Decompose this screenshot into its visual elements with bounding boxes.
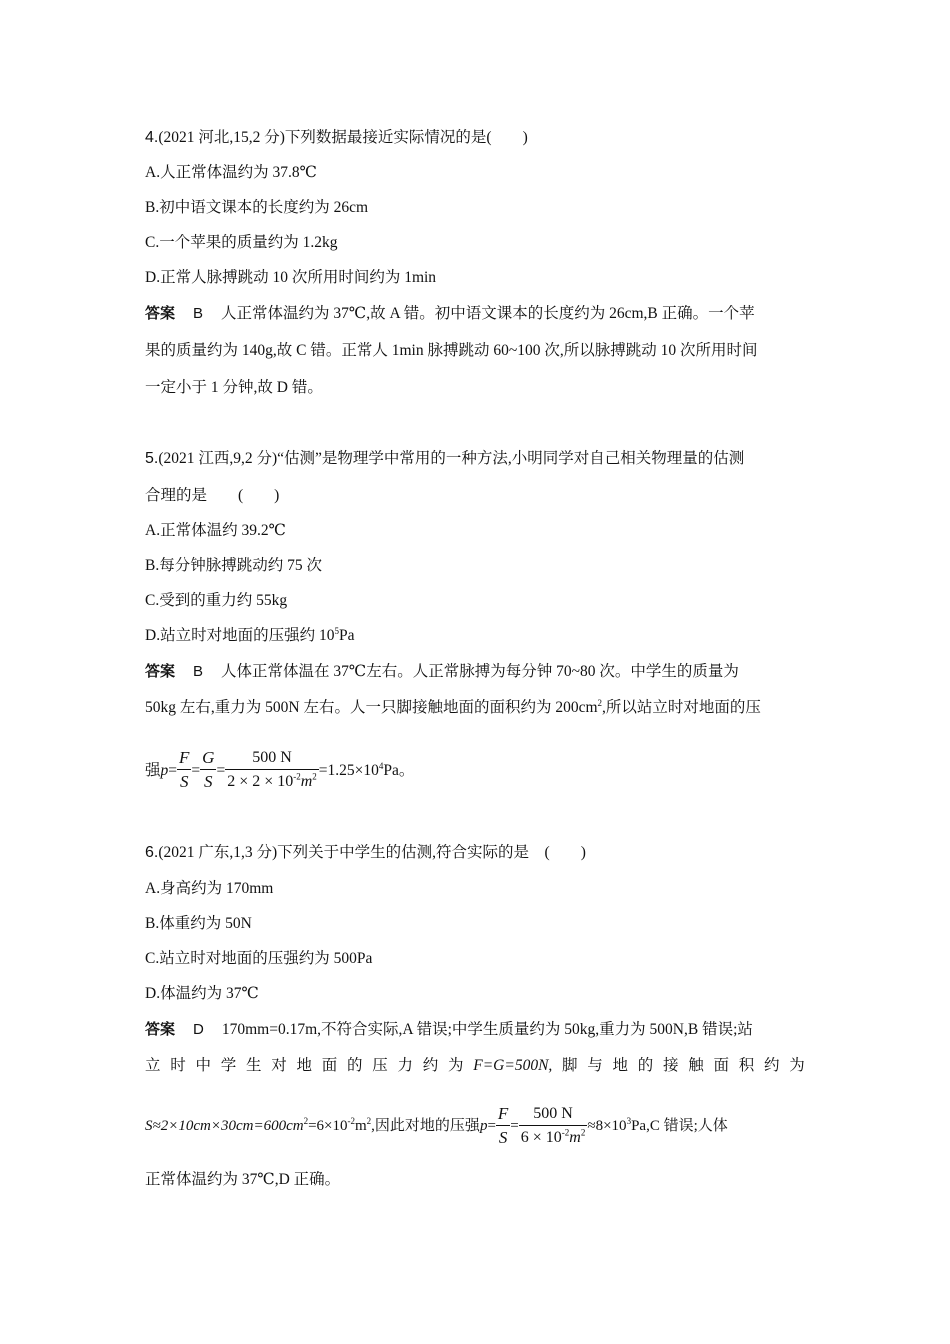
q6-line2-char: 为 (448, 1057, 464, 1074)
q6-answer-line3 (145, 1104, 728, 1149)
q5-frac1-num: F (177, 748, 191, 770)
q5-formula-result-exp: 4 (378, 760, 384, 771)
q6-frac1-den: S (498, 1127, 508, 1147)
q6-frac2-num (519, 1104, 588, 1126)
q5-answer-letter: B (193, 663, 204, 680)
q6-answer-text1: 170mm=0.17m,不符合实际,A 错误;中学生质量约为 50kg,重力为 500N,B 错误;站 (221, 1021, 753, 1038)
q5-answer-label: 答案 (145, 662, 176, 680)
q6-line3-p: p (479, 1118, 488, 1134)
q6-line2-char: 的 (347, 1057, 363, 1074)
q5-frac3-den-exp: -2 (293, 772, 301, 783)
q6-line3-a: S≈2×10cm×30cm=600cm (145, 1118, 304, 1134)
q6-stem-text: (2021 广东,1,3 分)下列关于中学生的估测,符合实际的是 ( ) (158, 844, 586, 861)
q6-line3-exp3: 2 (366, 1116, 372, 1126)
q6-answer-label: 答案 (145, 1020, 176, 1038)
q6-option-b: B.体重约为 50N (145, 915, 252, 932)
q4-answer-line3: 一定小于 1 分钟,故 D 错。 (145, 379, 323, 396)
q6-line3-exp2: -2 (347, 1116, 355, 1126)
q6-frac2-num-text: 500 N (533, 1104, 573, 1122)
q5-answer-text2a: 50kg 左右,重力为 500N 左右。人一只脚接触地面的面积约为 200cm (145, 699, 598, 716)
q5-answer-line1 (145, 661, 739, 682)
q4-option-c: C.一个苹果的质量约为 1.2kg (145, 234, 338, 251)
q6-line2-char: 地 (612, 1057, 629, 1074)
q5-stem-line1 (145, 449, 744, 469)
q6-line2-char: 面 (713, 1057, 730, 1074)
q5-formula-eq1: = (168, 762, 178, 779)
q5-formula-eq3: = (216, 762, 226, 779)
q6-answer-line2 (145, 1056, 805, 1076)
q4-option-d: D.正常人脉搏跳动 10 次所用时间约为 1min (145, 269, 437, 286)
q6-stem (145, 843, 586, 863)
q6-line2-char: 学 (220, 1057, 237, 1074)
q5-option-d-exponent: 5 (334, 625, 339, 636)
q4-answer-label: 答案 (145, 304, 176, 322)
q5-formula-line (145, 749, 414, 793)
q6-frac2-den-m: m (569, 1128, 581, 1146)
q6-fraction-f-over-s (496, 1104, 510, 1148)
q5-frac3-den-m-exp: 2 (312, 772, 317, 783)
q6-line2-char: 触 (688, 1057, 704, 1074)
q6-line2-char: 面 (321, 1057, 338, 1074)
q6-line2-char: 时 (170, 1057, 186, 1074)
q5-frac2-num: G (200, 748, 216, 770)
q6-line3-eq1: = (487, 1118, 496, 1134)
q4-stem (145, 128, 528, 148)
q5-answer-text1: 人体正常体温在 37℃左右。人正常脉搏为每分钟 70~80 次。中学生的质量为 (221, 663, 739, 680)
q6-line2-char: 中 (195, 1057, 212, 1074)
q4-number: 4. (145, 129, 159, 146)
q6-line2-char: 对 (271, 1057, 287, 1074)
q6-line3-exp4: 3 (626, 1116, 632, 1126)
q5-option-c: C.受到的重力约 55kg (145, 592, 288, 609)
q6-frac2-den-exp: -2 (561, 1127, 570, 1138)
q6-line2-char: 约 (422, 1057, 439, 1074)
q4-stem-text: (2021 河北,15,2 分)下列数据最接近实际情况的是( ) (158, 129, 528, 146)
q5-option-d (145, 626, 354, 646)
q6-line2-char: 约 (764, 1057, 780, 1074)
q5-frac2-den: S (204, 772, 213, 792)
q5-frac3-num-text: 500 N (252, 749, 292, 767)
q6-option-a: A.身高约为 170mm (145, 880, 274, 897)
q6-frac2-den (519, 1126, 588, 1148)
q5-option-d-unit: Pa (338, 627, 355, 644)
q4-option-b: B.初中语文课本的长度约为 26cm (145, 199, 369, 216)
q5-answer-line2 (145, 698, 761, 718)
q6-answer-line4: 正常体温约为 37℃,D 正确。 (145, 1171, 341, 1188)
q6-frac2-den-a: 6 × 10 (520, 1128, 562, 1146)
q5-stem-text1: (2021 江西,9,2 分)“估测”是物理学中常用的一种方法,小明同学对自己相关物理量的估测 (158, 450, 745, 467)
q4-answer-line2: 果的质量约为 140g,故 C 错。正常人 1min 脉搏跳动 60~100 次,所以脉搏跳动 10 次所用时间 (145, 342, 758, 359)
q5-frac3-num (225, 748, 319, 770)
q5-formula-prefix: 强 (145, 762, 161, 779)
q6-line3-c: m (355, 1118, 367, 1134)
q6-frac1-num: F (496, 1104, 510, 1126)
q4-answer-text1: 人正常体温约为 37℃,故 A 错。初中语文课本的长度约为 26cm,B 正确。一个苹 (221, 305, 755, 322)
q6-line3-eq2: = (510, 1118, 519, 1134)
q6-line2-char: 为 (789, 1057, 805, 1074)
q4-answer-letter: B (193, 305, 204, 322)
q5-option-d-text: D.站立时对地面的压强约 10 (145, 627, 335, 644)
q5-frac3-den-m: m (300, 773, 313, 791)
q4-answer-line1 (145, 303, 755, 324)
q6-line2-char: 接 (663, 1057, 679, 1074)
q5-frac3-den-a: 2 × 2 × 10 (227, 773, 294, 791)
q6-line2-char: 的 (637, 1057, 654, 1074)
q5-frac3-den (225, 770, 319, 792)
q5-answer-exponent: 2 (597, 697, 603, 708)
q6-line2-char: 积 (738, 1057, 755, 1074)
q6-line2-char: 压 (372, 1057, 388, 1074)
q6-line2-char: 力 (397, 1057, 414, 1074)
q6-line2-char: 与 (587, 1057, 603, 1074)
q6-line3-exp1: 2 (303, 1116, 309, 1126)
q6-line2-char: 地 (296, 1057, 313, 1074)
q4-option-a: A.人正常体温约为 37.8℃ (145, 164, 317, 181)
q5-fraction-f-over-s (177, 748, 191, 792)
q5-option-a: A.正常体温约 39.2℃ (145, 522, 286, 539)
q6-option-d: D.体温约为 37℃ (145, 985, 259, 1002)
q6-answer-letter: D (193, 1021, 204, 1038)
q6-line2-formula: F=G=500N, (473, 1057, 553, 1074)
q5-formula-result-a: =1.25×10 (318, 762, 379, 779)
q6-frac2-den-m-exp: 2 (580, 1127, 586, 1138)
q5-fraction-value (225, 748, 319, 792)
q6-line3-d: ,因此对地的压强 (371, 1118, 480, 1134)
q5-option-b: B.每分钟脉搏跳动约 75 次 (145, 557, 322, 574)
q6-line2-char: 立 (145, 1057, 161, 1074)
q6-line2-char: 生 (246, 1057, 262, 1074)
q6-answer-line1 (145, 1019, 753, 1040)
q6-line2-char: 脚 (562, 1057, 578, 1074)
q5-stem-line2: 合理的是 ( ) (145, 487, 280, 504)
q5-answer-text2b: ,所以站立时对地面的压 (602, 699, 761, 716)
q5-frac1-den: S (179, 772, 189, 792)
q6-fraction-value (519, 1104, 588, 1148)
q6-option-c: C.站立时对地面的压强约为 500Pa (145, 950, 373, 967)
q6-number: 6. (145, 844, 159, 861)
q5-formula-eq2: = (191, 762, 201, 779)
q5-formula-result-b: Pa。 (383, 762, 415, 779)
q5-fraction-g-over-s (200, 748, 216, 792)
q6-line3-f: Pa,C 错误;人体 (631, 1118, 728, 1134)
q6-line3-b: =6×10 (308, 1118, 348, 1134)
q5-number: 5. (145, 450, 159, 467)
q5-formula-p: p (160, 762, 169, 779)
q6-line3-e: ≈8×10 (587, 1118, 627, 1134)
